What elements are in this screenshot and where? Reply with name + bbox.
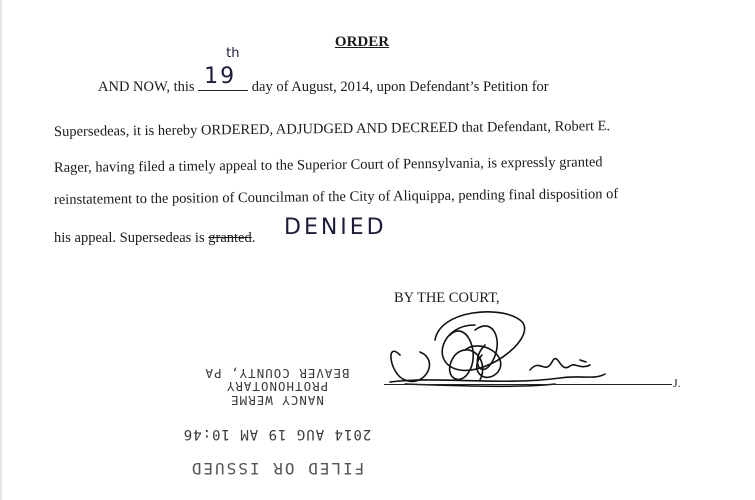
stamp-date-text: 2014 AUG 19 AM 10:46 [182, 426, 372, 443]
judge-signature [380, 300, 620, 400]
filed-stamp [182, 326, 372, 476]
struck-granted: granted [208, 230, 252, 246]
paragraph-line-3: Rager, having filed a timely appeal to the Superior Court of Pennsylvania, is expressly granted [53, 154, 603, 176]
line1-text-a: AND NOW, this [98, 79, 195, 95]
stamp-name-line-1: NANCY WERME [230, 392, 324, 408]
order-title: ORDER [334, 34, 390, 50]
handwritten-day: 19 [204, 64, 237, 89]
line5-period: . [251, 230, 256, 246]
handwritten-day-suffix: th [226, 46, 240, 61]
paragraph-line-5 [54, 230, 255, 247]
paragraph-line-4: reinstatement to the position of Councilman of the City of Aliquippa, pending final disposition of [53, 186, 619, 208]
line1-text-b: day of August, 2014, upon Defendant’s Petition for [251, 79, 549, 95]
stamp-name-line-2: PROTHONOTARY [225, 379, 329, 395]
paragraph-line-1 [98, 46, 549, 96]
line5-text-a: his appeal. Supersedeas is [54, 230, 205, 246]
stamp-filed-text: FILED OR ISSUED [189, 459, 365, 478]
signature-line [384, 384, 672, 385]
by-the-court-label: BY THE COURT, [394, 290, 500, 306]
day-blank [198, 46, 248, 91]
stamp-name-line-3: BEAVER COUNTY, PA [204, 366, 350, 382]
handwritten-denied: DENIED [284, 215, 387, 240]
judge-suffix: J. [673, 376, 681, 390]
paragraph-line-2: Supersedeas, it is hereby ORDERED, ADJUDGED AND DECREED that Defendant, Robert E. [53, 118, 611, 140]
